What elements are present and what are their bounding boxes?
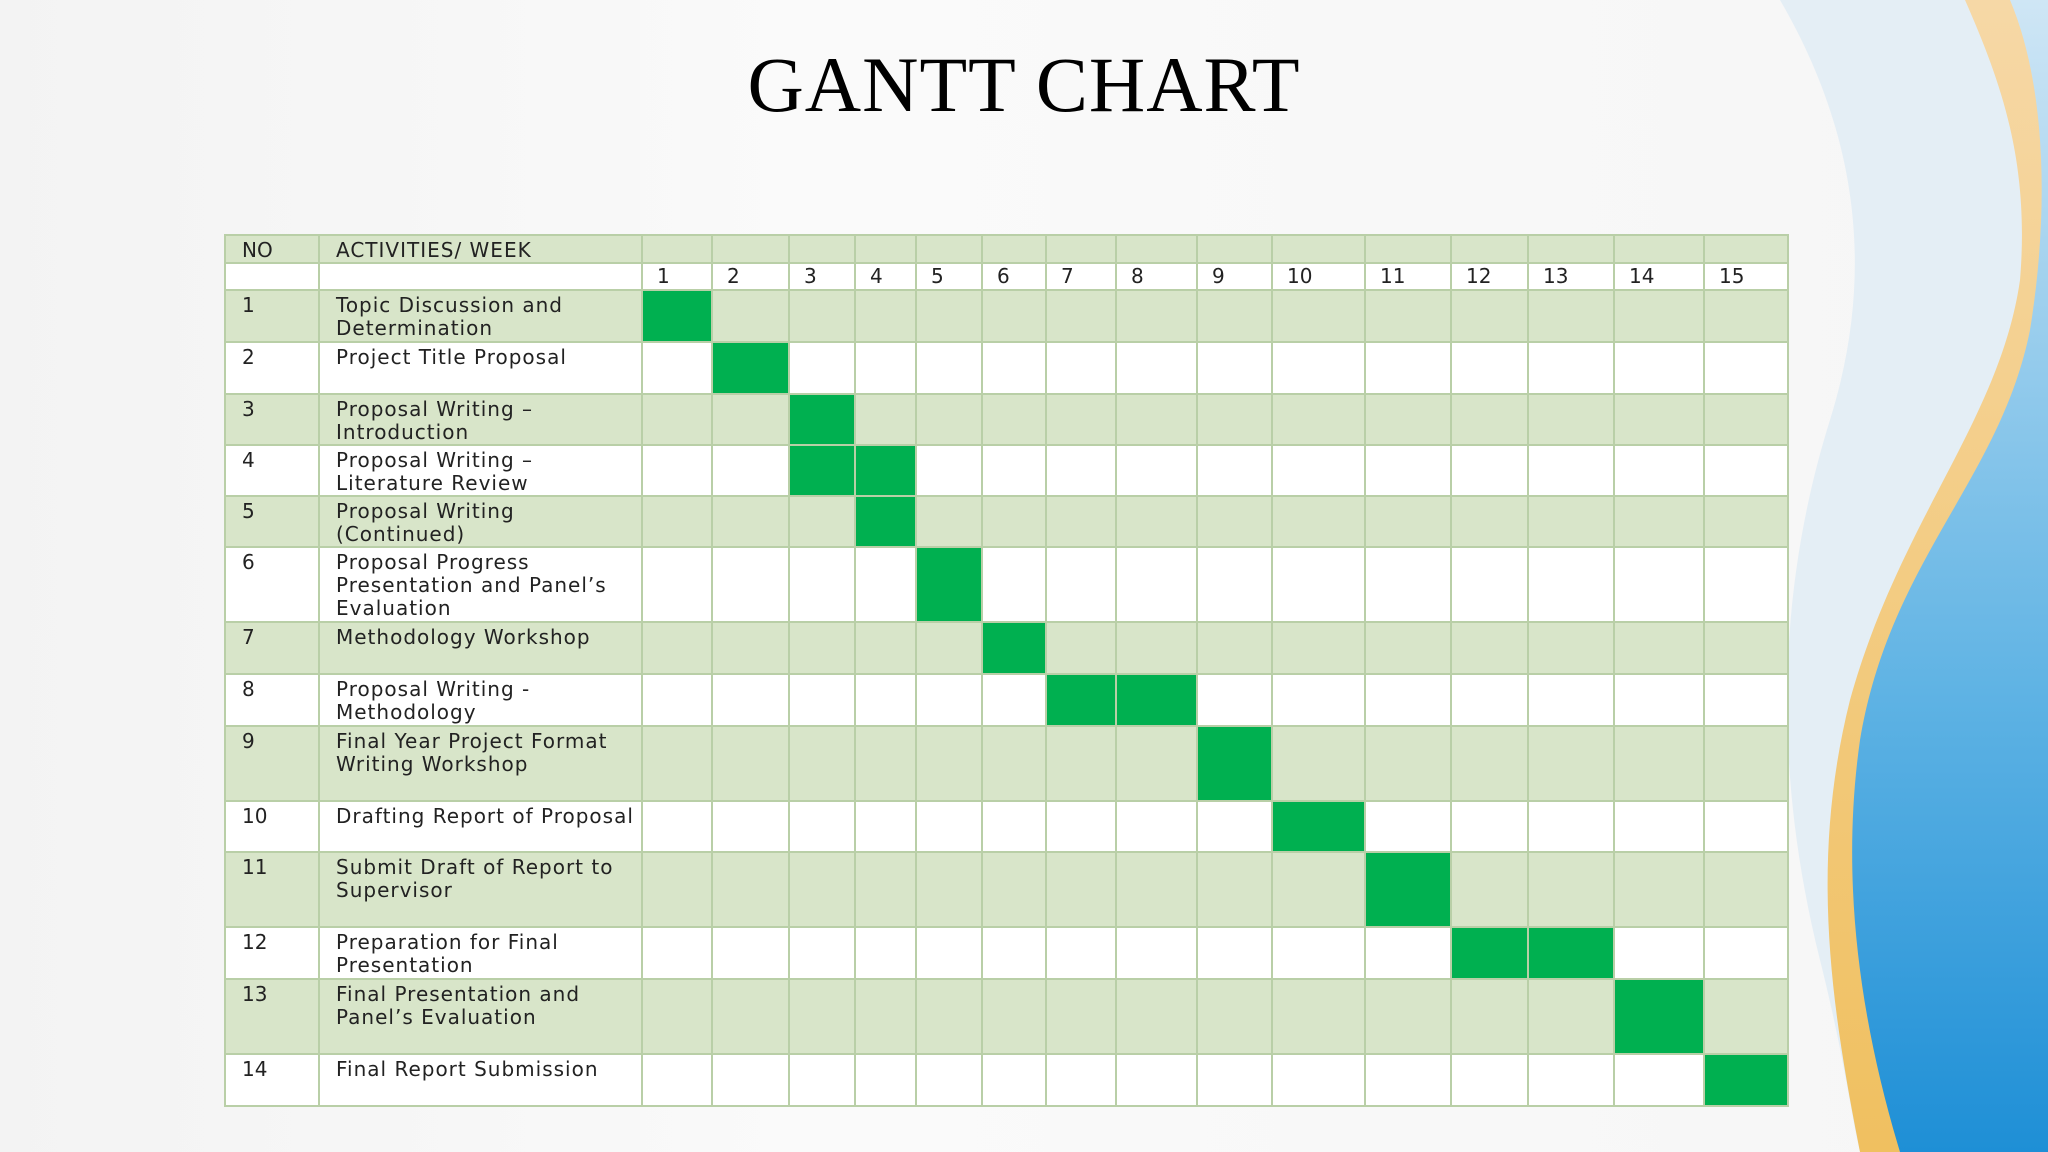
gantt-empty-cell <box>1614 622 1704 674</box>
week-label: 14 <box>1614 263 1704 290</box>
table-row <box>225 290 1788 342</box>
week-label: 6 <box>982 263 1046 290</box>
gantt-empty-cell <box>1614 1054 1704 1106</box>
gantt-empty-cell <box>1116 852 1197 927</box>
table-row <box>225 622 1788 674</box>
gantt-empty-cell <box>982 674 1046 726</box>
gantt-empty-cell <box>642 342 712 394</box>
gantt-bar-cell <box>1365 852 1451 927</box>
task-activity: Proposal Writing – Literature Review <box>319 445 642 496</box>
header-blank-cell <box>982 235 1046 263</box>
gantt-empty-cell <box>916 852 982 927</box>
gantt-empty-cell <box>1451 496 1528 547</box>
gantt-empty-cell <box>1116 726 1197 801</box>
task-activity: Topic Discussion and Determination <box>319 290 642 342</box>
task-number: 4 <box>225 445 319 496</box>
gantt-empty-cell <box>1614 674 1704 726</box>
gantt-empty-cell <box>1116 1054 1197 1106</box>
gantt-empty-cell <box>1451 290 1528 342</box>
gantt-empty-cell <box>1046 547 1116 622</box>
gantt-empty-cell <box>1272 674 1365 726</box>
task-activity: Proposal Writing (Continued) <box>319 496 642 547</box>
gantt-empty-cell <box>789 726 855 801</box>
task-number: 8 <box>225 674 319 726</box>
gantt-empty-cell <box>1451 674 1528 726</box>
gantt-bar-cell <box>1197 726 1272 801</box>
gantt-empty-cell <box>1197 927 1272 979</box>
gantt-empty-cell <box>642 496 712 547</box>
gantt-empty-cell <box>789 547 855 622</box>
gantt-empty-cell <box>1365 979 1451 1054</box>
gantt-bar-cell <box>1528 927 1614 979</box>
gantt-empty-cell <box>1116 801 1197 852</box>
gantt-empty-cell <box>1197 394 1272 445</box>
gantt-empty-cell <box>712 445 789 496</box>
gantt-empty-cell <box>1528 979 1614 1054</box>
task-number: 3 <box>225 394 319 445</box>
week-label: 7 <box>1046 263 1116 290</box>
gantt-empty-cell <box>855 927 916 979</box>
gantt-empty-cell <box>1528 674 1614 726</box>
gantt-empty-cell <box>1451 622 1528 674</box>
gantt-empty-cell <box>1272 852 1365 927</box>
gantt-empty-cell <box>712 979 789 1054</box>
gantt-empty-cell <box>712 1054 789 1106</box>
gantt-empty-cell <box>789 852 855 927</box>
gantt-empty-cell <box>1704 674 1788 726</box>
gantt-empty-cell <box>1046 979 1116 1054</box>
gantt-empty-cell <box>1272 979 1365 1054</box>
gantt-empty-cell <box>1365 674 1451 726</box>
gantt-empty-cell <box>855 547 916 622</box>
header-blank-cell <box>1704 235 1788 263</box>
gantt-empty-cell <box>916 979 982 1054</box>
task-number: 11 <box>225 852 319 927</box>
gantt-empty-cell <box>1528 496 1614 547</box>
header-blank-cell <box>1116 235 1197 263</box>
gantt-empty-cell <box>1451 852 1528 927</box>
gantt-empty-cell <box>642 445 712 496</box>
gantt-empty-cell <box>1116 979 1197 1054</box>
gantt-empty-cell <box>855 394 916 445</box>
gantt-empty-cell <box>1614 496 1704 547</box>
gantt-empty-cell <box>855 290 916 342</box>
task-activity: Final Report Submission <box>319 1054 642 1106</box>
gantt-empty-cell <box>855 1054 916 1106</box>
gantt-empty-cell <box>916 445 982 496</box>
gantt-empty-cell <box>1116 496 1197 547</box>
week-label: 8 <box>1116 263 1197 290</box>
week-label: 13 <box>1528 263 1614 290</box>
week-label: 3 <box>789 263 855 290</box>
gantt-empty-cell <box>1116 622 1197 674</box>
gantt-empty-cell <box>642 622 712 674</box>
gantt-empty-cell <box>1704 290 1788 342</box>
gantt-empty-cell <box>1365 342 1451 394</box>
gantt-empty-cell <box>1528 726 1614 801</box>
header-activities: ACTIVITIES/ WEEK <box>319 235 642 263</box>
gantt-table <box>224 234 1789 1107</box>
gantt-bar-cell <box>1614 979 1704 1054</box>
header-blank-cell <box>1197 235 1272 263</box>
gantt-empty-cell <box>982 852 1046 927</box>
gantt-empty-cell <box>1528 1054 1614 1106</box>
gantt-bar-cell <box>712 342 789 394</box>
week-number-row <box>225 263 1788 290</box>
gantt-empty-cell <box>1528 852 1614 927</box>
gantt-empty-cell <box>1197 290 1272 342</box>
gantt-empty-cell <box>1197 547 1272 622</box>
gantt-empty-cell <box>1046 927 1116 979</box>
table-row <box>225 674 1788 726</box>
gantt-empty-cell <box>1272 342 1365 394</box>
table-row <box>225 547 1788 622</box>
task-activity: Drafting Report of Proposal <box>319 801 642 852</box>
gantt-empty-cell <box>855 979 916 1054</box>
task-activity: Proposal Writing - Methodology <box>319 674 642 726</box>
gantt-empty-cell <box>916 674 982 726</box>
gantt-empty-cell <box>982 547 1046 622</box>
header-blank-cell <box>1451 235 1528 263</box>
gantt-empty-cell <box>789 496 855 547</box>
gantt-empty-cell <box>1272 547 1365 622</box>
task-number: 2 <box>225 342 319 394</box>
week-label: 4 <box>855 263 916 290</box>
gantt-empty-cell <box>982 445 1046 496</box>
gantt-empty-cell <box>1614 342 1704 394</box>
task-activity: Final Year Project Format Writing Workshop <box>319 726 642 801</box>
gantt-empty-cell <box>712 852 789 927</box>
gantt-empty-cell <box>712 394 789 445</box>
header-blank-cell <box>916 235 982 263</box>
week-label: 11 <box>1365 263 1451 290</box>
gantt-empty-cell <box>1197 852 1272 927</box>
gantt-empty-cell <box>982 801 1046 852</box>
gantt-empty-cell <box>1704 394 1788 445</box>
task-activity: Final Presentation and Panel’s Evaluation <box>319 979 642 1054</box>
week-row-blank <box>225 263 319 290</box>
gantt-empty-cell <box>789 622 855 674</box>
task-activity: Submit Draft of Report to Supervisor <box>319 852 642 927</box>
task-number: 9 <box>225 726 319 801</box>
gantt-empty-cell <box>642 1054 712 1106</box>
gantt-empty-cell <box>789 1054 855 1106</box>
gantt-empty-cell <box>1704 852 1788 927</box>
task-activity: Proposal Progress Presentation and Panel’s Evaluation <box>319 547 642 622</box>
week-label: 2 <box>712 263 789 290</box>
gantt-empty-cell <box>982 979 1046 1054</box>
header-blank-cell <box>1528 235 1614 263</box>
gantt-empty-cell <box>1365 547 1451 622</box>
table-row <box>225 1054 1788 1106</box>
gantt-empty-cell <box>1451 547 1528 622</box>
gantt-bar-cell <box>1046 674 1116 726</box>
gantt-empty-cell <box>1528 547 1614 622</box>
gantt-empty-cell <box>789 290 855 342</box>
gantt-empty-cell <box>1046 394 1116 445</box>
gantt-empty-cell <box>855 801 916 852</box>
gantt-empty-cell <box>712 726 789 801</box>
gantt-empty-cell <box>1046 726 1116 801</box>
gantt-empty-cell <box>1365 290 1451 342</box>
gantt-bar-cell <box>1704 1054 1788 1106</box>
gantt-empty-cell <box>1614 852 1704 927</box>
task-number: 13 <box>225 979 319 1054</box>
gantt-empty-cell <box>1197 674 1272 726</box>
gantt-empty-cell <box>1614 290 1704 342</box>
gantt-empty-cell <box>982 496 1046 547</box>
header-row <box>225 235 1788 263</box>
header-blank-cell <box>712 235 789 263</box>
gantt-empty-cell <box>982 394 1046 445</box>
week-label: 5 <box>916 263 982 290</box>
gantt-empty-cell <box>1528 801 1614 852</box>
gantt-bar-cell <box>855 496 916 547</box>
gantt-empty-cell <box>1272 394 1365 445</box>
gantt-empty-cell <box>916 622 982 674</box>
gantt-empty-cell <box>1528 445 1614 496</box>
gantt-bar-cell <box>855 445 916 496</box>
gantt-empty-cell <box>1197 496 1272 547</box>
gantt-empty-cell <box>1528 342 1614 394</box>
gantt-empty-cell <box>1046 801 1116 852</box>
gantt-empty-cell <box>1046 852 1116 927</box>
task-number: 14 <box>225 1054 319 1106</box>
gantt-empty-cell <box>712 547 789 622</box>
gantt-empty-cell <box>712 622 789 674</box>
gantt-empty-cell <box>1451 979 1528 1054</box>
gantt-empty-cell <box>855 622 916 674</box>
gantt-empty-cell <box>916 290 982 342</box>
gantt-empty-cell <box>1197 979 1272 1054</box>
table-row <box>225 801 1788 852</box>
gantt-bar-cell <box>789 394 855 445</box>
task-number: 12 <box>225 927 319 979</box>
gantt-empty-cell <box>1272 496 1365 547</box>
gantt-empty-cell <box>916 801 982 852</box>
gantt-empty-cell <box>642 726 712 801</box>
gantt-empty-cell <box>642 852 712 927</box>
gantt-empty-cell <box>789 342 855 394</box>
gantt-empty-cell <box>1046 342 1116 394</box>
gantt-empty-cell <box>1451 342 1528 394</box>
gantt-empty-cell <box>1197 342 1272 394</box>
gantt-empty-cell <box>1046 445 1116 496</box>
table-row <box>225 726 1788 801</box>
task-number: 6 <box>225 547 319 622</box>
table-row <box>225 927 1788 979</box>
gantt-empty-cell <box>1116 290 1197 342</box>
gantt-empty-cell <box>855 852 916 927</box>
gantt-empty-cell <box>1116 547 1197 622</box>
header-blank-cell <box>1365 235 1451 263</box>
gantt-empty-cell <box>1704 979 1788 1054</box>
gantt-empty-cell <box>1116 927 1197 979</box>
gantt-empty-cell <box>1272 445 1365 496</box>
gantt-empty-cell <box>1365 496 1451 547</box>
gantt-empty-cell <box>1451 801 1528 852</box>
week-label: 12 <box>1451 263 1528 290</box>
gantt-empty-cell <box>1116 342 1197 394</box>
gantt-empty-cell <box>1116 394 1197 445</box>
task-number: 10 <box>225 801 319 852</box>
gantt-empty-cell <box>916 342 982 394</box>
table-row <box>225 496 1788 547</box>
gantt-empty-cell <box>1365 394 1451 445</box>
table-row <box>225 445 1788 496</box>
task-activity: Preparation for Final Presentation <box>319 927 642 979</box>
gantt-empty-cell <box>916 1054 982 1106</box>
week-label: 10 <box>1272 263 1365 290</box>
gantt-bar-cell <box>916 547 982 622</box>
gantt-bar-cell <box>642 290 712 342</box>
week-row-blank <box>319 263 642 290</box>
gantt-empty-cell <box>1046 290 1116 342</box>
gantt-empty-cell <box>1365 622 1451 674</box>
gantt-empty-cell <box>642 547 712 622</box>
gantt-empty-cell <box>1528 622 1614 674</box>
gantt-empty-cell <box>642 674 712 726</box>
gantt-empty-cell <box>1272 622 1365 674</box>
gantt-empty-cell <box>1365 445 1451 496</box>
gantt-empty-cell <box>982 927 1046 979</box>
table-row <box>225 394 1788 445</box>
gantt-empty-cell <box>789 801 855 852</box>
gantt-empty-cell <box>1197 445 1272 496</box>
gantt-empty-cell <box>789 927 855 979</box>
header-blank-cell <box>642 235 712 263</box>
gantt-bar-cell <box>1116 674 1197 726</box>
gantt-empty-cell <box>1197 622 1272 674</box>
week-label: 15 <box>1704 263 1788 290</box>
gantt-empty-cell <box>916 496 982 547</box>
gantt-empty-cell <box>982 726 1046 801</box>
gantt-empty-cell <box>642 927 712 979</box>
gantt-empty-cell <box>1704 622 1788 674</box>
gantt-empty-cell <box>1116 445 1197 496</box>
gantt-bar-cell <box>1272 801 1365 852</box>
gantt-empty-cell <box>916 927 982 979</box>
gantt-empty-cell <box>712 674 789 726</box>
gantt-empty-cell <box>1614 394 1704 445</box>
gantt-empty-cell <box>1451 1054 1528 1106</box>
gantt-empty-cell <box>642 979 712 1054</box>
header-blank-cell <box>855 235 916 263</box>
gantt-empty-cell <box>789 979 855 1054</box>
gantt-empty-cell <box>1704 496 1788 547</box>
table-row <box>225 342 1788 394</box>
task-number: 7 <box>225 622 319 674</box>
gantt-empty-cell <box>712 290 789 342</box>
task-number: 1 <box>225 290 319 342</box>
gantt-empty-cell <box>1614 726 1704 801</box>
gantt-empty-cell <box>712 496 789 547</box>
task-activity: Proposal Writing – Introduction <box>319 394 642 445</box>
gantt-empty-cell <box>1704 726 1788 801</box>
header-no: NO <box>225 235 319 263</box>
gantt-empty-cell <box>642 394 712 445</box>
gantt-empty-cell <box>855 674 916 726</box>
header-blank-cell <box>1272 235 1365 263</box>
gantt-empty-cell <box>1197 801 1272 852</box>
gantt-empty-cell <box>1365 726 1451 801</box>
gantt-empty-cell <box>982 342 1046 394</box>
gantt-empty-cell <box>642 801 712 852</box>
gantt-empty-cell <box>1046 496 1116 547</box>
task-activity: Project Title Proposal <box>319 342 642 394</box>
gantt-empty-cell <box>982 1054 1046 1106</box>
gantt-bar-cell <box>1451 927 1528 979</box>
table-row <box>225 979 1788 1054</box>
gantt-bar-cell <box>789 445 855 496</box>
gantt-empty-cell <box>982 290 1046 342</box>
gantt-empty-cell <box>1614 445 1704 496</box>
gantt-empty-cell <box>1704 547 1788 622</box>
gantt-empty-cell <box>789 674 855 726</box>
gantt-empty-cell <box>916 394 982 445</box>
gantt-empty-cell <box>1614 547 1704 622</box>
gantt-empty-cell <box>1614 801 1704 852</box>
gantt-empty-cell <box>1704 342 1788 394</box>
header-blank-cell <box>789 235 855 263</box>
gantt-empty-cell <box>1365 1054 1451 1106</box>
gantt-empty-cell <box>1272 290 1365 342</box>
task-activity: Methodology Workshop <box>319 622 642 674</box>
header-blank-cell <box>1046 235 1116 263</box>
gantt-empty-cell <box>712 801 789 852</box>
gantt-empty-cell <box>916 726 982 801</box>
gantt-empty-cell <box>1365 927 1451 979</box>
gantt-empty-cell <box>1528 394 1614 445</box>
gantt-empty-cell <box>1451 445 1528 496</box>
week-label: 1 <box>642 263 712 290</box>
gantt-empty-cell <box>1272 1054 1365 1106</box>
table-row <box>225 852 1788 927</box>
gantt-empty-cell <box>1272 726 1365 801</box>
gantt-bar-cell <box>982 622 1046 674</box>
gantt-empty-cell <box>1528 290 1614 342</box>
gantt-empty-cell <box>1046 622 1116 674</box>
gantt-empty-cell <box>1272 927 1365 979</box>
slide-title: GANTT CHART <box>747 41 1301 128</box>
gantt-empty-cell <box>1365 801 1451 852</box>
gantt-empty-cell <box>1704 445 1788 496</box>
gantt-empty-cell <box>855 726 916 801</box>
week-label: 9 <box>1197 263 1272 290</box>
gantt-empty-cell <box>1451 726 1528 801</box>
gantt-empty-cell <box>855 342 916 394</box>
gantt-empty-cell <box>1451 394 1528 445</box>
gantt-empty-cell <box>1614 927 1704 979</box>
gantt-empty-cell <box>1704 927 1788 979</box>
header-blank-cell <box>1614 235 1704 263</box>
gantt-empty-cell <box>1046 1054 1116 1106</box>
gantt-empty-cell <box>712 927 789 979</box>
gantt-empty-cell <box>1197 1054 1272 1106</box>
task-number: 5 <box>225 496 319 547</box>
gantt-empty-cell <box>1704 801 1788 852</box>
